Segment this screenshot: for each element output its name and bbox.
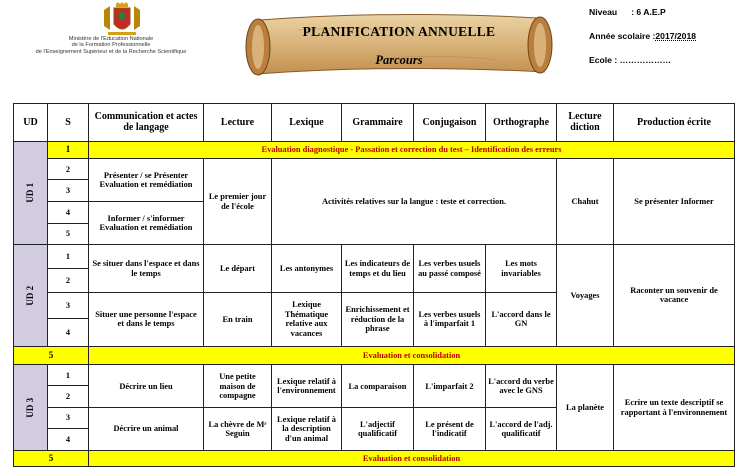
- table-row: [14, 346, 735, 365]
- ud1-production: Se présenter Informer: [614, 159, 735, 245]
- ud3-diction: La planète: [557, 365, 614, 451]
- evaluation-consolidation-banner: Evaluation et consolidation: [89, 346, 735, 365]
- header-orthographe: Orthographe: [486, 104, 557, 142]
- week-cell: 4: [48, 319, 89, 346]
- ud2-lexique-a: Les antonymes: [272, 245, 342, 293]
- evaluation-consolidation-banner: Evaluation et consolidation: [89, 451, 735, 467]
- ecole-info: Ecole : ………………: [589, 55, 672, 65]
- header-grammaire: Grammaire: [342, 104, 414, 142]
- week-cell: 3: [48, 293, 89, 319]
- week-cell: 2: [48, 269, 89, 293]
- ud3-production: Ecrire un texte descriptif se rapportant à l'environnement: [614, 365, 735, 451]
- week-cell: 1: [48, 141, 89, 159]
- parchment-scroll-banner: [238, 10, 560, 80]
- planning-table: [13, 103, 735, 467]
- week-cell: 3: [48, 408, 89, 429]
- page-title: PLANIFICATION ANNUELLE: [302, 24, 496, 39]
- table-row: [14, 451, 735, 467]
- ud3-communication-b: Décrire un animal: [89, 408, 204, 451]
- week-cell: 1: [48, 365, 89, 386]
- header-production-ecrite: Production écrite: [614, 104, 735, 142]
- ud1-communication-b: Informer / s'informer Evaluation et remédiation: [89, 202, 204, 245]
- ud1-diction: Chahut: [557, 159, 614, 245]
- header-communication: Communication et actes de langage: [89, 104, 204, 142]
- week-cell: 3: [48, 180, 89, 202]
- diagnostic-evaluation-banner: Evaluation diagnostique - Passation et correction du test – Identification des erreurs: [89, 141, 735, 159]
- ud1-label-cell: UD 1: [14, 141, 48, 245]
- ud3-grammaire-b: L'adjectif qualificatif: [342, 408, 414, 451]
- ud2-grammaire-a: Les indicateurs de temps et du lieu: [342, 245, 414, 293]
- ud1-langue-activities: Activités relatives sur la langue : teste et correction.: [272, 159, 557, 245]
- ud2-lecture-a: Le départ: [204, 245, 272, 293]
- table-row: [14, 245, 735, 269]
- niveau-info: Niveau : 6 A.E.P: [589, 7, 666, 17]
- week-cell: 2: [48, 159, 89, 180]
- ud3-conjugaison-a: L'imparfait 2: [414, 365, 486, 408]
- ud3-conjugaison-b: Le présent de l'indicatif: [414, 408, 486, 451]
- ud3-lecture-b: La chèvre de Mʳ Seguin: [204, 408, 272, 451]
- week-cell: 5: [48, 224, 89, 245]
- ud2-diction: Voyages: [557, 245, 614, 346]
- ud2-grammaire-b: Enrichissement et réduction de la phrase: [342, 293, 414, 346]
- week-cell: 4: [48, 429, 89, 451]
- ud3-orthographe-a: L'accord du verbe avec le GNS: [486, 365, 557, 408]
- ud3-lecture-a: Une petite maison de compagne: [204, 365, 272, 408]
- page-subtitle: Parcours: [375, 53, 423, 67]
- header-lecture-diction: Lecture diction: [557, 104, 614, 142]
- table-row: [14, 159, 735, 180]
- ud2-communication-a: Se situer dans l'espace et dans le temps: [89, 245, 204, 293]
- week-cell: 5: [14, 346, 89, 365]
- ud2-orthographe-b: L'accord dans le GN: [486, 293, 557, 346]
- annee-scolaire-info: Année scolaire :2017/2018: [589, 31, 697, 41]
- week-cell: 2: [48, 386, 89, 408]
- coat-of-arms-icon: [100, 2, 144, 36]
- header-conjugaison: Conjugaison: [414, 104, 486, 142]
- week-cell: 1: [48, 245, 89, 269]
- ud3-communication-a: Décrire un lieu: [89, 365, 204, 408]
- ud1-lecture: Le premier jour de l'école: [204, 159, 272, 245]
- ud2-label-cell: UD 2: [14, 245, 48, 346]
- header-lecture: Lecture: [204, 104, 272, 142]
- ud2-conjugaison-b: Les verbes usuels à l'imparfait 1: [414, 293, 486, 346]
- ud2-communication-b: Situer une personne l'espace et dans le temps: [89, 293, 204, 346]
- week-cell: 5: [14, 451, 89, 467]
- ud3-lexique-b: Lexique relatif à la description d'un animal: [272, 408, 342, 451]
- ud2-lexique-b: Lexique Thématique relative aux vacances: [272, 293, 342, 346]
- ud3-grammaire-a: La comparaison: [342, 365, 414, 408]
- ud2-lecture-b: En train: [204, 293, 272, 346]
- week-cell: 4: [48, 202, 89, 224]
- table-row: [14, 141, 735, 159]
- ud3-orthographe-b: L'accord de l'adj. qualificatif: [486, 408, 557, 451]
- ud3-label-cell: UD 3: [14, 365, 48, 451]
- header-ud: UD: [14, 104, 48, 142]
- ud1-communication-a: Présenter / se Présenter Evaluation et remédiation: [89, 159, 204, 202]
- ministry-name: Ministère de l'Education Nationale de la Formation Professionnelle de l'Enseignement Supérieur et de la Recherche Scientifique: [35, 36, 187, 55]
- header-s: S: [48, 104, 89, 142]
- header-lexique: Lexique: [272, 104, 342, 142]
- table-header-row: [14, 104, 735, 142]
- ud3-lexique-a: Lexique relatif à l'environnement: [272, 365, 342, 408]
- ud2-orthographe-a: Les mots invariables: [486, 245, 557, 293]
- ud2-production: Raconter un souvenir de vacance: [614, 245, 735, 346]
- table-row: [14, 365, 735, 386]
- ud2-conjugaison-a: Les verbes usuels au passé composé: [414, 245, 486, 293]
